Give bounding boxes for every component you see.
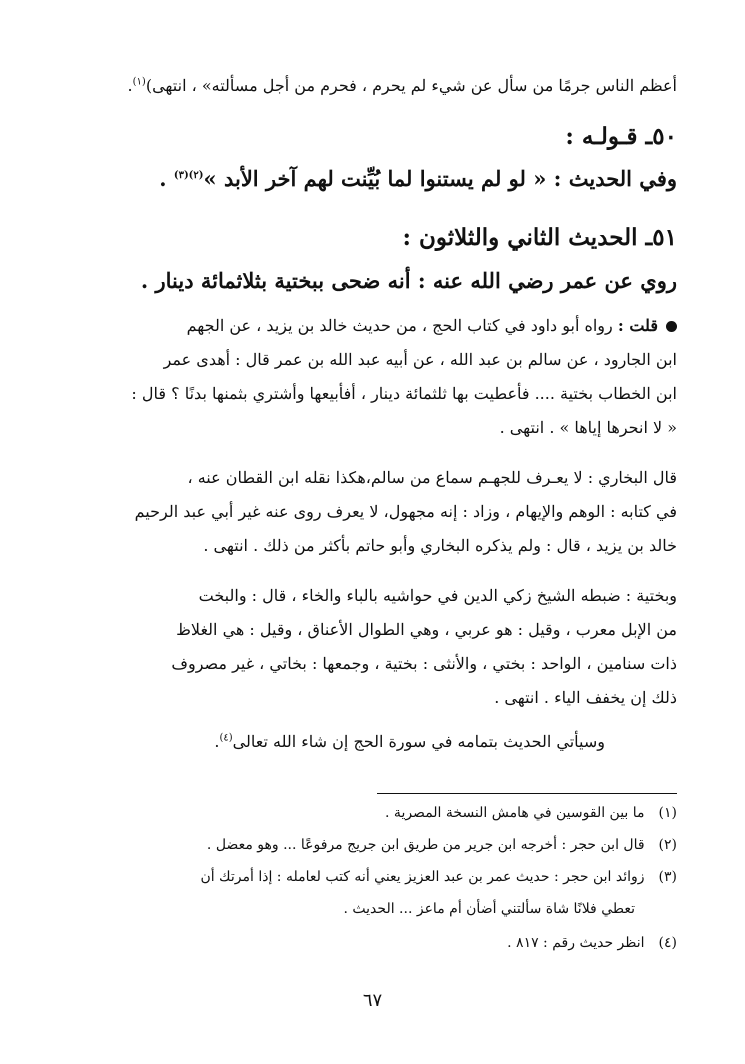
footnote-ref-4[interactable]: (٤) xyxy=(219,732,233,744)
para1-line-4: « لا انحرها إياها » . انتهى . xyxy=(499,418,677,437)
footnote-4: (٤) انظر حديث رقم : ٨١٧ . xyxy=(507,935,677,951)
footnote-ref-1[interactable]: (١) xyxy=(132,76,146,88)
para2-line-3: خالد بن يزيد ، قال : ولم يذكره البخاري وأبو حاتم بأكثر من ذلك . انتهى . xyxy=(203,536,677,555)
section-50-hadith: وفي الحديث : « لو لم يستنوا لما بُيِّنت لهم آخر الأبد »$^{(٢)(٣)}$ . xyxy=(159,166,677,191)
section-50-heading: ٥٠ـ قـولـه : xyxy=(565,123,677,150)
footnote-divider xyxy=(377,793,677,794)
footnote-ref-2-3[interactable]: (٢)(٣) xyxy=(173,170,204,181)
page-number: ٦٧ xyxy=(362,990,383,1011)
footnote-3-continued: تعطي فلانًا شاة سألتني أضأن أم ماعز ... الحديث . xyxy=(343,901,635,917)
section-51-hadith: روي عن عمر رضي الله عنه : أنه ضحى ببختية بثلاثمائة دينار . xyxy=(140,268,677,293)
intro-line: أعظم الناس جرمًا من سأل عن شيء لم يحرم ، فحرم من أجل مسألته» ، انتهى)$^{(١)}$. xyxy=(127,76,677,95)
para3-line-4: ذلك إن يخفف الياء . انتهى . xyxy=(494,688,677,707)
footnote-2: (٢) قال ابن حجر : أخرجه ابن جرير من طريق ابن جريج مرفوعًا ... وهو معضل . xyxy=(206,837,677,853)
bullet-icon xyxy=(666,321,677,332)
para1-line-3: ابن الخطاب بختية .... فأعطيت بها ثلثمائة دينار ، أفأبيعها وأشتري بثمنها بدنًا ؟ قال : xyxy=(131,384,677,403)
section-51-heading: ٥١ـ الحديث الثاني والثلاثون : xyxy=(402,224,677,251)
para2-line-2: في كتابه : الوهم والإيهام ، وزاد : إنه مجهول، لا يعرف روى عنه غير أبي عبد الرحيم xyxy=(134,502,677,521)
para3-line-1: وبختية : ضبطه الشيخ زكي الدين في حواشيه بالباء والخاء ، قال : والبخت xyxy=(198,586,677,605)
para2-line-1: قال البخاري : لا يعـرف للجهـم سماع من سالم،هكذا نقله ابن القطان عنه ، xyxy=(187,468,677,487)
para1-line-1: قلت : رواه أبو داود في كتاب الحج ، من حديث خالد بن يزيد ، عن الجهم xyxy=(68,318,677,334)
para3-line-3: ذات سنامين ، الواحد : بختي ، والأنثى : بختية ، وجمعها : بخاتي ، غير مصروف xyxy=(171,654,677,673)
footnote-1: (١) ما بين القوسين في هامش النسخة المصرية . xyxy=(385,805,677,821)
para1-lead: قلت : xyxy=(617,316,658,335)
para3-line-2: من الإبل معرب ، وقيل : هو عربي ، وهي الطوال الأعناق ، وقيل : هي الغلاظ xyxy=(176,620,677,639)
footnote-3: (٣) زوائد ابن حجر : حديث عمر بن عبد العزيز يعني أنه كتب لعامله : إذا أمرتك أن xyxy=(200,869,677,885)
para4-line: وسيأتي الحديث بتمامه في سورة الحج إن شاء الله تعالى$^{(٤)}$. xyxy=(214,732,605,751)
para1-line-2: ابن الجارود ، عن سالم بن عبد الله ، عن أبيه عبد الله بن عمر قال : أهدى عمر xyxy=(163,350,677,369)
